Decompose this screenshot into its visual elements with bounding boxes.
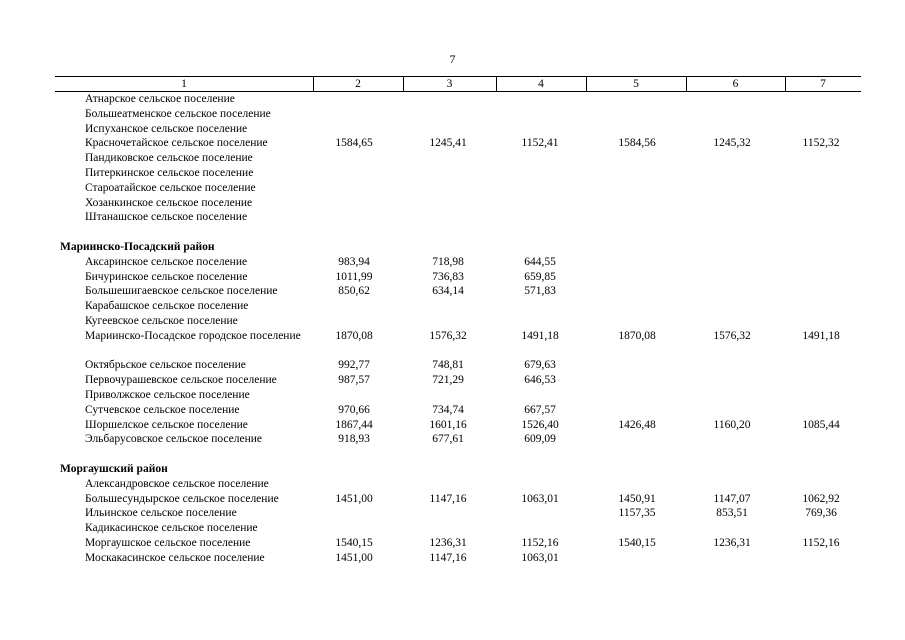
value-col-3: 734,74 xyxy=(432,403,464,416)
value-col-3: 1601,16 xyxy=(429,418,467,431)
table-row xyxy=(55,314,861,329)
section-spacer xyxy=(55,225,861,240)
value-col-2: 1584,65 xyxy=(335,137,373,150)
value-col-3: 1245,41 xyxy=(429,137,467,150)
table-row xyxy=(55,506,861,521)
table-row xyxy=(55,196,861,211)
district-title: Мариинско-Посадский район xyxy=(60,240,215,253)
value-col-5: 1870,08 xyxy=(618,329,656,342)
value-col-7: 1152,16 xyxy=(802,536,840,549)
table-row xyxy=(55,373,861,388)
table-row xyxy=(55,255,861,270)
value-col-5: 1540,15 xyxy=(618,536,656,549)
table-row xyxy=(55,358,861,373)
settlement-name: Октябрьское сельское поселение xyxy=(85,359,246,372)
value-col-2: 850,62 xyxy=(338,285,370,298)
header-divider xyxy=(686,77,687,91)
value-col-3: 677,61 xyxy=(432,433,464,446)
value-col-4: 644,55 xyxy=(524,255,556,268)
value-col-2: 992,77 xyxy=(338,359,370,372)
value-col-7: 769,36 xyxy=(805,507,837,520)
table-row xyxy=(55,181,861,196)
value-col-3: 634,14 xyxy=(432,285,464,298)
settlement-name: Пандиковское сельское поселение xyxy=(85,152,253,165)
header-divider xyxy=(496,77,497,91)
value-col-4: 1152,41 xyxy=(521,137,559,150)
table-row xyxy=(55,521,861,536)
settlement-name: Эльбарусовское сельское поселение xyxy=(85,433,263,446)
value-col-5: 1450,91 xyxy=(618,492,656,505)
value-col-6: 853,51 xyxy=(716,507,748,520)
table-row xyxy=(55,299,861,314)
settlement-name: Моргаушское сельское поселение xyxy=(85,536,251,549)
value-col-7: 1085,44 xyxy=(802,418,840,431)
table-row xyxy=(55,92,861,107)
value-col-3: 718,98 xyxy=(432,255,464,268)
settlement-name: Первочурашевское сельское поселение xyxy=(85,374,277,387)
value-col-3: 1576,32 xyxy=(429,329,467,342)
value-col-6: 1236,31 xyxy=(713,536,751,549)
header-divider xyxy=(586,77,587,91)
value-col-7: 1491,18 xyxy=(802,329,840,342)
table-row xyxy=(55,388,861,403)
settlement-name: Большешигаевское сельское поселение xyxy=(85,285,278,298)
value-col-6: 1576,32 xyxy=(713,329,751,342)
table-header xyxy=(55,76,861,92)
header-cell-5: 5 xyxy=(633,78,639,90)
table-row xyxy=(55,536,861,551)
table-row xyxy=(55,432,861,447)
value-col-7: 1062,92 xyxy=(802,492,840,505)
value-col-4: 646,53 xyxy=(524,374,556,387)
table-row xyxy=(55,270,861,285)
table-row xyxy=(55,107,861,122)
settlement-name: Питеркинское сельское поселение xyxy=(85,166,254,179)
table-row xyxy=(55,418,861,433)
settlement-name: Москакасинское сельское поселение xyxy=(85,551,265,564)
value-col-6: 1147,07 xyxy=(713,492,751,505)
value-col-2: 983,94 xyxy=(338,255,370,268)
header-cell-4: 4 xyxy=(538,78,544,90)
settlement-name: Большеатменское сельское поселение xyxy=(85,107,271,120)
settlement-name: Шоршелское сельское поселение xyxy=(85,418,248,431)
header-cell-1: 1 xyxy=(181,78,187,90)
value-col-2: 1011,99 xyxy=(335,270,373,283)
value-col-6: 1245,32 xyxy=(713,137,751,150)
header-divider xyxy=(313,77,314,91)
header-cell-2: 2 xyxy=(355,78,361,90)
settlement-name: Кугеевское сельское поселение xyxy=(85,314,238,327)
value-col-2: 1870,08 xyxy=(335,329,373,342)
value-col-3: 736,83 xyxy=(432,270,464,283)
table-row xyxy=(55,151,861,166)
value-col-2: 1451,00 xyxy=(335,551,373,564)
value-col-4: 571,83 xyxy=(524,285,556,298)
settlement-name: Карабашское сельское поселение xyxy=(85,300,249,313)
header-cell-6: 6 xyxy=(732,78,739,90)
value-col-7: 1152,32 xyxy=(802,137,840,150)
table-row xyxy=(55,136,861,151)
value-col-4: 1063,01 xyxy=(521,492,559,505)
table-row xyxy=(55,551,861,566)
settlement-name: Штанашское сельское поселение xyxy=(85,211,248,224)
value-col-2: 970,66 xyxy=(338,403,370,416)
settlement-name: Приволжское сельское поселение xyxy=(85,388,250,401)
table-row xyxy=(55,477,861,492)
value-col-3: 721,29 xyxy=(432,374,464,387)
table-row xyxy=(55,403,861,418)
value-col-4: 609,09 xyxy=(524,433,556,446)
section-spacer xyxy=(55,447,861,462)
settlement-name: Ильинское сельское поселение xyxy=(85,507,237,520)
settlement-name: Аксаринское сельское поселение xyxy=(85,255,248,268)
table-row xyxy=(55,329,861,359)
table-row xyxy=(55,284,861,299)
value-col-4: 667,57 xyxy=(524,403,556,416)
header-cell-3: 3 xyxy=(446,78,453,90)
value-col-4: 679,63 xyxy=(524,359,556,372)
value-col-2: 1867,44 xyxy=(335,418,373,431)
value-col-6: 1160,20 xyxy=(713,418,751,431)
header-cell-7: 7 xyxy=(820,78,826,90)
settlement-name: Атнарское сельское поселение xyxy=(85,93,235,105)
value-col-4: 1063,01 xyxy=(521,551,559,564)
table-body xyxy=(55,92,861,566)
value-col-2: 1540,15 xyxy=(335,536,373,549)
settlement-name: Кадикасинское сельское поселение xyxy=(85,522,258,535)
header-divider xyxy=(403,77,404,91)
settlement-name: Большесундырское сельское поселение xyxy=(85,492,279,505)
settlement-name: Староатайское сельское поселение xyxy=(85,181,256,194)
table-row xyxy=(55,166,861,181)
settlement-name: Мариинско-Посадское городское поселение xyxy=(85,329,301,342)
value-col-3: 1147,16 xyxy=(429,551,467,564)
settlement-name: Бичуринское сельское поселение xyxy=(85,270,248,283)
value-col-2: 918,93 xyxy=(338,433,370,446)
table-row xyxy=(55,122,861,137)
settlement-name: Хозанкинское сельское поселение xyxy=(85,196,253,209)
settlement-name: Красночетайское сельское поселение xyxy=(85,137,268,150)
settlement-name: Александровское сельское поселение xyxy=(85,477,269,490)
table-row xyxy=(55,210,861,225)
tariff-table xyxy=(55,76,861,566)
value-col-2: 987,57 xyxy=(338,374,370,387)
value-col-3: 1236,31 xyxy=(429,536,467,549)
page-number: 7 xyxy=(449,52,456,66)
value-col-3: 748,81 xyxy=(432,359,464,372)
value-col-4: 1152,16 xyxy=(521,536,559,549)
value-col-5: 1426,48 xyxy=(618,418,656,431)
settlement-name: Сутчевское сельское поселение xyxy=(85,403,240,416)
value-col-4: 1491,18 xyxy=(521,329,559,342)
header-divider xyxy=(785,77,786,91)
value-col-4: 1526,40 xyxy=(521,418,559,431)
district-title: Моргаушский район xyxy=(60,462,168,475)
table-row xyxy=(55,492,861,507)
value-col-3: 1147,16 xyxy=(429,492,467,505)
settlement-name: Испуханское сельское поселение xyxy=(85,122,248,135)
value-col-2: 1451,00 xyxy=(335,492,373,505)
value-col-5: 1584,56 xyxy=(618,137,656,150)
value-col-4: 659,85 xyxy=(524,270,556,283)
value-col-5: 1157,35 xyxy=(618,507,656,520)
